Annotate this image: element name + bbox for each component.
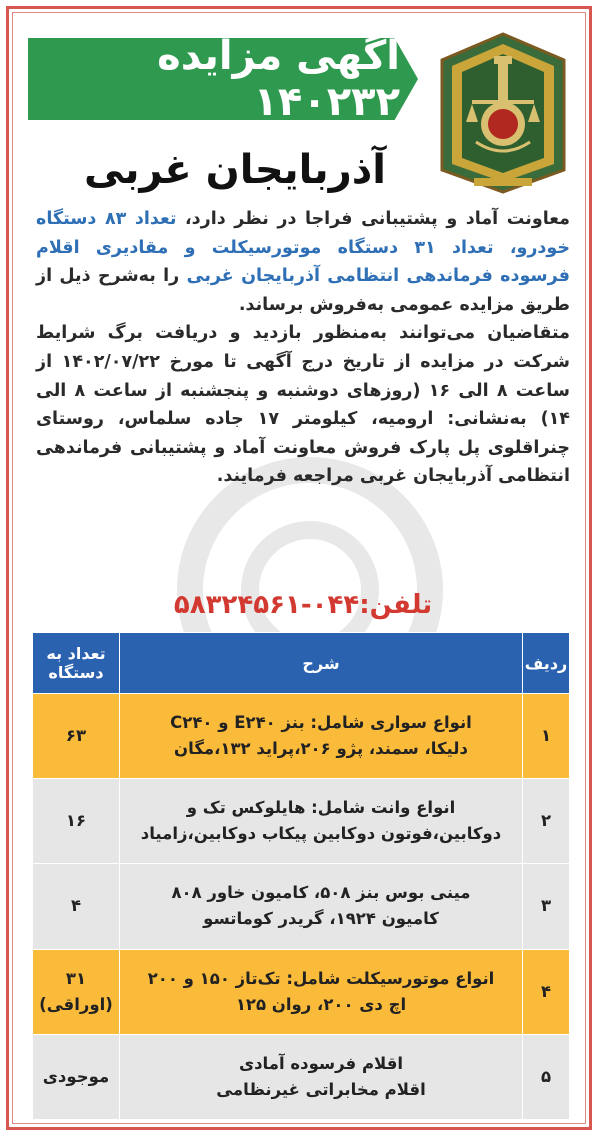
row-description-line: انواع سواری شامل: بنز E۲۴۰ و C۲۴۰ bbox=[170, 713, 472, 733]
row-number: ۵ bbox=[523, 1034, 570, 1119]
paragraph-1-end: را به‌شرح ذیل از طریق مزایده عمومی به‌فروش برساند. bbox=[36, 266, 570, 315]
table-row bbox=[33, 694, 570, 779]
row-count: ۱۶ bbox=[33, 779, 120, 864]
row-description bbox=[120, 864, 523, 949]
paragraph-1 bbox=[36, 205, 570, 319]
row-number: ۲ bbox=[523, 779, 570, 864]
row-description bbox=[120, 779, 523, 864]
row-description-line: اچ دی ۲۰۰، روان ۱۲۵ bbox=[235, 994, 407, 1014]
phone-number: تلفن:۰۴۴-۵۸۳۲۴۵۶۱ bbox=[173, 590, 433, 620]
page-title: آگهی مزایده ۱۴۰۲۳۲ bbox=[157, 33, 400, 125]
row-description-line: اقلام فرسوده آمادی bbox=[238, 1053, 404, 1073]
region-title: آذربایجان غربی bbox=[84, 147, 386, 193]
row-description-line: اقلام مخابراتی غیرنظامی bbox=[216, 1079, 426, 1099]
row-description-line: کامیون ۱۹۲۴، گریدر کوماتسو bbox=[203, 909, 439, 929]
row-description bbox=[120, 694, 523, 779]
announcement-body bbox=[36, 205, 570, 491]
row-description-line: انواع موتورسیکلت شامل: تک‌تاز ۱۵۰ و ۲۰۰ bbox=[147, 968, 495, 988]
row-count: ۴ bbox=[33, 864, 120, 949]
paragraph-1-highlight: تعداد ۸۳ دستگاه خودرو، تعداد ۳۱ دستگاه موتورسیکلت و مقادیری اقلام فرسوده فرماندهی انتظامی آذربایجان غربی bbox=[36, 209, 570, 287]
row-description-line: دلیکا، سمند، پژو ۲۰۶،پراید ۱۳۲،مگان bbox=[174, 739, 468, 759]
row-description bbox=[120, 1034, 523, 1119]
police-emblem bbox=[432, 30, 574, 195]
table-row bbox=[33, 864, 570, 949]
row-description-line: دوکابین،فوتون دوکابین پیکاب دوکابین،زامیاد bbox=[140, 824, 502, 844]
row-number: ۳ bbox=[523, 864, 570, 949]
row-number: ۱ bbox=[523, 694, 570, 779]
paragraph-1-intro: معاونت آماد و پشتیبانی فراجا در نظر دارد، bbox=[176, 209, 570, 229]
row-description-line: مینی بوس بنز ۵۰۸، کامیون خاور ۸۰۸ bbox=[171, 883, 471, 903]
table-row bbox=[33, 949, 570, 1034]
row-count: ۳۱ (اوراقی) bbox=[33, 949, 120, 1034]
table-row bbox=[33, 779, 570, 864]
header-count: تعداد به دستگاه bbox=[33, 633, 120, 694]
table-row bbox=[33, 1034, 570, 1119]
row-count: موجودی bbox=[33, 1034, 120, 1119]
row-number: ۴ bbox=[523, 949, 570, 1034]
header-row-no: ردیف bbox=[523, 633, 570, 694]
row-description-line: انواع وانت شامل: هایلوکس تک و bbox=[186, 798, 456, 818]
header-description: شرح bbox=[120, 633, 523, 694]
paragraph-2: متقاضیان می‌توانند به‌منظور بازدید و دریافت برگ شرایط شرکت در مزایده از تاریخ درج آگهی تا مورخ ۱۴۰۲/۰۷/۲۲ از ساعت ۸ الی ۱۶ (روزهای دوشنبه و پنجشنبه از ساعت ۸ الی ۱۴) به‌نشانی: ارومیه، کیلومتر ۱۷ جاده سلماس، روستای چنراقلوی پل پارک فروش معاونت آماد و پشتیبانی فرماندهی انتظامی آذربایجان غربی مراجعه فرمایند. bbox=[36, 323, 570, 487]
items-table bbox=[32, 632, 570, 1120]
row-count: ۶۳ bbox=[33, 694, 120, 779]
row-description bbox=[120, 949, 523, 1034]
